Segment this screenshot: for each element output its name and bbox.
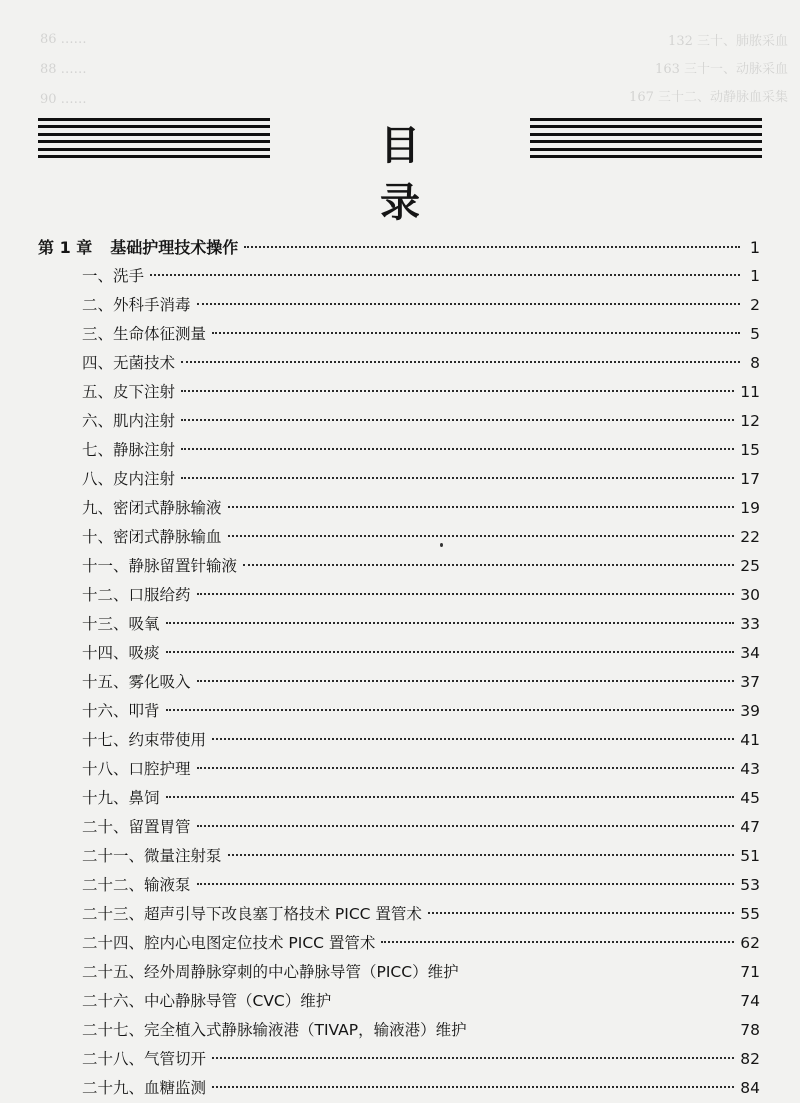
toc-entry[interactable] (38, 929, 760, 958)
dot-leader (212, 331, 740, 334)
show-through-text: 167 三十二、动静脉血采集 (629, 90, 788, 105)
toc-entry-label: 四、无菌技术 (82, 354, 176, 372)
toc-entry-label: 二十七、完全植入式静脉输液港（TIVAP，输液港）维护 (82, 1021, 467, 1039)
dot-leader (228, 505, 735, 508)
toc-entry-label: 十五、雾化吸入 (82, 673, 191, 691)
toc-entry-page-number: 51 (740, 847, 760, 865)
toc-entry[interactable] (38, 552, 760, 581)
dot-leader (243, 563, 734, 566)
toc-entry[interactable] (38, 900, 760, 929)
dot-leader (197, 302, 740, 305)
toc-entry-page-number: 78 (740, 1021, 760, 1039)
toc-entry[interactable] (38, 320, 760, 349)
title-rule-right (530, 118, 762, 158)
toc-entry-page-number: 74 (740, 992, 760, 1010)
toc-entry[interactable] (38, 842, 760, 871)
show-through-text: 163 三十一、动脉采血 (655, 62, 788, 77)
toc-entry-page-number: 62 (740, 934, 760, 952)
show-through-text: 90 …… (40, 92, 87, 107)
show-through-text: 88 …… (40, 62, 87, 77)
dot-leader (166, 708, 735, 711)
dot-leader (197, 679, 735, 682)
dot-leader (166, 650, 735, 653)
dot-leader (337, 1000, 734, 1001)
toc-entry-page-number: 22 (740, 528, 760, 546)
dot-leader (181, 389, 734, 392)
page-title: 目 录 (380, 123, 452, 226)
toc-entry[interactable] (38, 407, 760, 436)
toc-entry-label: 二十一、微量注射泵 (82, 847, 222, 865)
toc-entry-label: 七、静脉注射 (82, 441, 176, 459)
chapter-title: 基础护理技术操作 (110, 238, 239, 257)
toc-entry-page-number: 12 (740, 412, 760, 430)
toc-entry-label: 六、肌内注射 (82, 412, 176, 430)
title-block (0, 118, 800, 226)
dot-leader (428, 911, 734, 914)
toc-entry[interactable] (38, 726, 760, 755)
dot-leader (181, 360, 740, 363)
dot-leader (197, 592, 735, 595)
dot-leader (150, 273, 740, 276)
toc-entry[interactable] (38, 349, 760, 378)
toc-entry[interactable] (38, 697, 760, 726)
dot-leader (473, 1029, 735, 1030)
toc-entry[interactable] (38, 378, 760, 407)
toc-entry[interactable] (38, 755, 760, 784)
toc-entry[interactable] (38, 1074, 760, 1103)
toc-entry[interactable] (38, 494, 760, 523)
toc-entry-label: 十六、叩背 (82, 702, 160, 720)
toc-entry-page-number: 41 (740, 731, 760, 749)
toc-entry-page-number: 33 (740, 615, 760, 633)
toc-entry-label: 十三、吸氧 (82, 615, 160, 633)
dot-leader (197, 766, 735, 769)
dot-leader (212, 1085, 734, 1088)
scan-speck (440, 543, 443, 547)
toc-entry-label: 十九、鼻饲 (82, 789, 160, 807)
toc-entry[interactable] (38, 291, 760, 320)
toc-entry-label: 二、外科手消毒 (82, 296, 191, 314)
toc-entry[interactable] (38, 1045, 760, 1074)
dot-leader (197, 882, 735, 885)
dot-leader (166, 795, 735, 798)
dot-leader (228, 534, 735, 537)
toc-entry-label: 二十六、中心静脉导管（CVC）维护 (82, 992, 332, 1010)
chapter-number: 第 1 章 (38, 238, 93, 257)
toc-entry-label: 二十五、经外周静脉穿刺的中心静脉导管（PICC）维护 (82, 963, 459, 981)
toc-entry[interactable] (38, 784, 760, 813)
toc-entry-label: 二十二、输液泵 (82, 876, 191, 894)
toc-entry-page-number: 82 (740, 1050, 760, 1068)
dot-leader (181, 447, 734, 450)
toc-entry[interactable] (38, 1016, 760, 1045)
toc-entry[interactable] (38, 813, 760, 842)
toc-entry-label: 二十四、腔内心电图定位技术 PICC 置管术 (82, 934, 376, 952)
dot-leader (244, 245, 740, 248)
toc-entry-page-number: 19 (740, 499, 760, 517)
show-through-text: 86 …… (40, 32, 87, 47)
toc-entry-label: 五、皮下注射 (82, 383, 176, 401)
dot-leader (197, 824, 735, 827)
toc-entry[interactable] (38, 639, 760, 668)
toc-entry[interactable] (38, 871, 760, 900)
toc-entry-label: 十、密闭式静脉输血 (82, 528, 222, 546)
dot-leader (181, 418, 734, 421)
toc-entry-label: 九、密闭式静脉输液 (82, 499, 222, 517)
toc-entry-page-number: 71 (740, 963, 760, 981)
toc-entry-label: 一、洗手 (82, 267, 145, 285)
toc-entry-page-number: 8 (750, 354, 760, 372)
toc-entry-page-number: 30 (740, 586, 760, 604)
toc-entry-page-number: 1 (750, 267, 760, 285)
table-of-contents (38, 233, 760, 1103)
toc-entry[interactable] (38, 262, 760, 291)
toc-entry[interactable] (38, 523, 760, 552)
dot-leader (166, 621, 735, 624)
toc-entry-label: 二十九、血糖监测 (82, 1079, 207, 1097)
toc-entry[interactable] (38, 581, 760, 610)
toc-entry[interactable] (38, 465, 760, 494)
toc-entry-page-number: 37 (740, 673, 760, 691)
toc-chapter-row[interactable] (38, 233, 760, 262)
toc-entry[interactable] (38, 987, 760, 1016)
toc-entry-page-number: 55 (740, 905, 760, 923)
toc-entry[interactable] (38, 610, 760, 639)
toc-entry-page-number: 17 (740, 470, 760, 488)
dot-leader (228, 853, 735, 856)
chapter-page-number: 1 (749, 238, 760, 257)
toc-entry-page-number: 5 (750, 325, 760, 343)
toc-entry-page-number: 39 (740, 702, 760, 720)
toc-entry-label: 八、皮内注射 (82, 470, 176, 488)
toc-entry-page-number: 43 (740, 760, 760, 778)
toc-entry-label: 二十三、超声引导下改良塞丁格技术 PICC 置管术 (82, 905, 422, 923)
dot-leader (381, 940, 734, 943)
toc-entry-label: 三、生命体征测量 (82, 325, 207, 343)
toc-entry-label: 十一、静脉留置针输液 (82, 557, 238, 575)
show-through-text: 132 三十、肺脓采血 (668, 34, 788, 49)
toc-entry-page-number: 45 (740, 789, 760, 807)
toc-entry[interactable] (38, 436, 760, 465)
toc-entry-page-number: 15 (740, 441, 760, 459)
dot-leader (212, 737, 734, 740)
toc-entry-page-number: 47 (740, 818, 760, 836)
toc-entry-label: 十八、口腔护理 (82, 760, 191, 778)
toc-entry-page-number: 53 (740, 876, 760, 894)
toc-entry-page-number: 25 (740, 557, 760, 575)
toc-entry[interactable] (38, 668, 760, 697)
toc-entry[interactable] (38, 958, 760, 987)
toc-entry-label: 二十八、气管切开 (82, 1050, 207, 1068)
toc-entry-page-number: 11 (740, 383, 760, 401)
toc-entry-label: 二十、留置胃管 (82, 818, 191, 836)
toc-entry-page-number: 2 (750, 296, 760, 314)
dot-leader (181, 476, 734, 479)
toc-entry-label: 十四、吸痰 (82, 644, 160, 662)
toc-entry-label: 十二、口服给药 (82, 586, 191, 604)
toc-entry-label: 十七、约束带使用 (82, 731, 207, 749)
dot-leader (212, 1056, 734, 1059)
dot-leader (465, 971, 735, 972)
toc-entry-page-number: 84 (740, 1079, 760, 1097)
title-rule-left (38, 118, 270, 158)
toc-entry-page-number: 34 (740, 644, 760, 662)
